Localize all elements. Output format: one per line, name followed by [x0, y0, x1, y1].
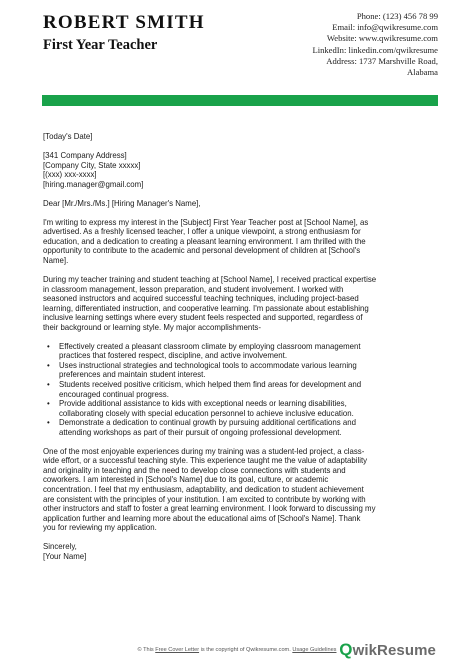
recipient-line: [Company City, State xxxxx]	[43, 160, 141, 170]
contact-address-state: Alabama	[406, 67, 438, 78]
text-line: application further and learning more about the educational aims of [School's Name]. Thank	[43, 513, 361, 523]
bullet-icon: •	[47, 360, 50, 370]
text-line: in classroom management, lesson preparation, and student involvement. I worked with	[43, 284, 344, 294]
free-cover-letter-link[interactable]: Free Cover Letter	[155, 647, 200, 653]
text-line: Uses instructional strategies and technological tools to accommodate various learning	[59, 360, 357, 370]
text-line: concentration. I feel that my enthusiasm, adaptability, and dedication to student achievement	[43, 484, 364, 494]
text-line: learning, differentiated instruction, and cooperative learning. I'm passionate about establishing	[43, 303, 369, 313]
accent-divider-bar	[42, 95, 438, 106]
letter-body	[43, 132, 439, 561]
text-line: encouraged continual progress.	[59, 389, 169, 399]
paragraph-intro	[43, 218, 439, 266]
text-line: education, and a dedication to creating a pleasant learning environment. I am thrilled with the	[43, 236, 366, 246]
text-line: Provide additional assistance to kids with exceptional needs or learning disabilities,	[59, 399, 347, 409]
text-line: During my teacher training and student teaching at [School Name], I received practical expertise	[43, 275, 377, 285]
usage-guidelines-link[interactable]: Usage Guidelines	[292, 647, 337, 653]
bullet-icon: •	[47, 418, 50, 428]
text-line: other instructors and staff to foster a great learning environment. I look forward to discussing my	[43, 504, 376, 514]
accomplishments-list	[43, 342, 439, 437]
text-line: preferences and maintain student interest.	[59, 370, 206, 380]
letter-date: [Today's Date]	[43, 132, 93, 141]
text-line: practices that fostered respect, discipline, and active involvement.	[59, 351, 288, 361]
list-item	[47, 341, 439, 361]
text-line: advertised. As a freshly licensed teacher, I offer a unique viewpoint, a strong enthusiasm for	[43, 227, 361, 237]
text-line: I'm writing to express my interest in the [Subject] First Year Teacher post at [School Name], as	[43, 217, 369, 227]
closing: Sincerely,	[43, 542, 77, 552]
text-line: and originality in teaching and the need to develop close connections with students and	[43, 465, 346, 475]
text-line: attending workshops as part of their pursuit of ongoing professional development.	[59, 427, 342, 437]
contact-address: Address: 1737 Marshville Road,	[326, 55, 438, 66]
text-line: wide effort, or a successful teaching style. This experience taught me the value of adaptability	[43, 456, 368, 466]
contact-block	[238, 11, 438, 78]
salutation: Dear [Mr./Mrs./Ms.] [Hiring Manager's Name],	[43, 198, 201, 208]
contact-phone: Phone: (123) 456 78 99	[356, 11, 438, 21]
list-item	[47, 399, 439, 418]
text-line: One of the most enjoyable experiences during my training was a student-led project, a class-	[43, 446, 365, 456]
closing-block	[43, 542, 439, 561]
text-line: you for reviewing my application.	[43, 523, 157, 533]
logo-text: wikResume	[352, 642, 436, 659]
paragraph-training	[43, 275, 439, 332]
recipient-address	[43, 151, 439, 189]
text-line: Students received positive criticism, which helped them find areas for development and	[59, 379, 362, 389]
bullet-icon: •	[47, 341, 50, 351]
text-line: coworkers. I am interested in [School's Name] due to its goal, culture, or academic	[43, 475, 329, 485]
text-line: seasoned instructors and acquired successful teaching techniques, including project-based	[43, 294, 359, 304]
text-line: are consistent with the principles of your institution. I am excited to contribute by working with	[43, 494, 366, 504]
list-item	[47, 418, 439, 437]
text-line: opportunity to contribute to the academic and personal development of children at [School's	[43, 246, 361, 256]
applicant-name: ROBERT SMITH	[43, 12, 205, 33]
text-line: Name].	[43, 255, 69, 265]
paragraph-experience	[43, 447, 439, 533]
list-item	[47, 379, 439, 399]
text-line: Effectively created a pleasant classroom climate by employing classroom management	[59, 341, 361, 351]
contact-email: Email: info@qwikresume.com	[332, 22, 438, 33]
footer-text: is the copyright of Qwikresume.com.	[199, 647, 293, 653]
footer-text: © This	[137, 647, 156, 653]
text-line: Demonstrate a dedication to continual growth by pursuing additional certifications and	[59, 418, 356, 428]
bullet-icon: •	[47, 399, 50, 409]
contact-linkedin: LinkedIn: linkedin.com/qwikresume	[312, 44, 438, 55]
applicant-title: First Year Teacher	[43, 37, 158, 53]
recipient-line: [341 Company Address]	[43, 151, 127, 161]
qwikresume-logo	[339, 640, 436, 660]
text-line: collaborating closely with special education personnel to achieve inclusive education.	[59, 408, 354, 418]
contact-website: Website: www.qwikresume.com	[326, 33, 438, 44]
list-item	[47, 360, 439, 380]
recipient-line: [(xxx) xxx-xxxx]	[43, 170, 97, 180]
text-line: inclusive learning settings where every student feels respected and supported, regardless of	[43, 313, 363, 323]
text-line: their background or learning style. My major accomplishments-	[43, 322, 261, 332]
logo-q: Q	[339, 640, 353, 659]
signature-name: [Your Name]	[43, 551, 87, 561]
recipient-line: [hiring.manager@gmail.com]	[43, 179, 144, 189]
bullet-icon: •	[47, 379, 50, 389]
